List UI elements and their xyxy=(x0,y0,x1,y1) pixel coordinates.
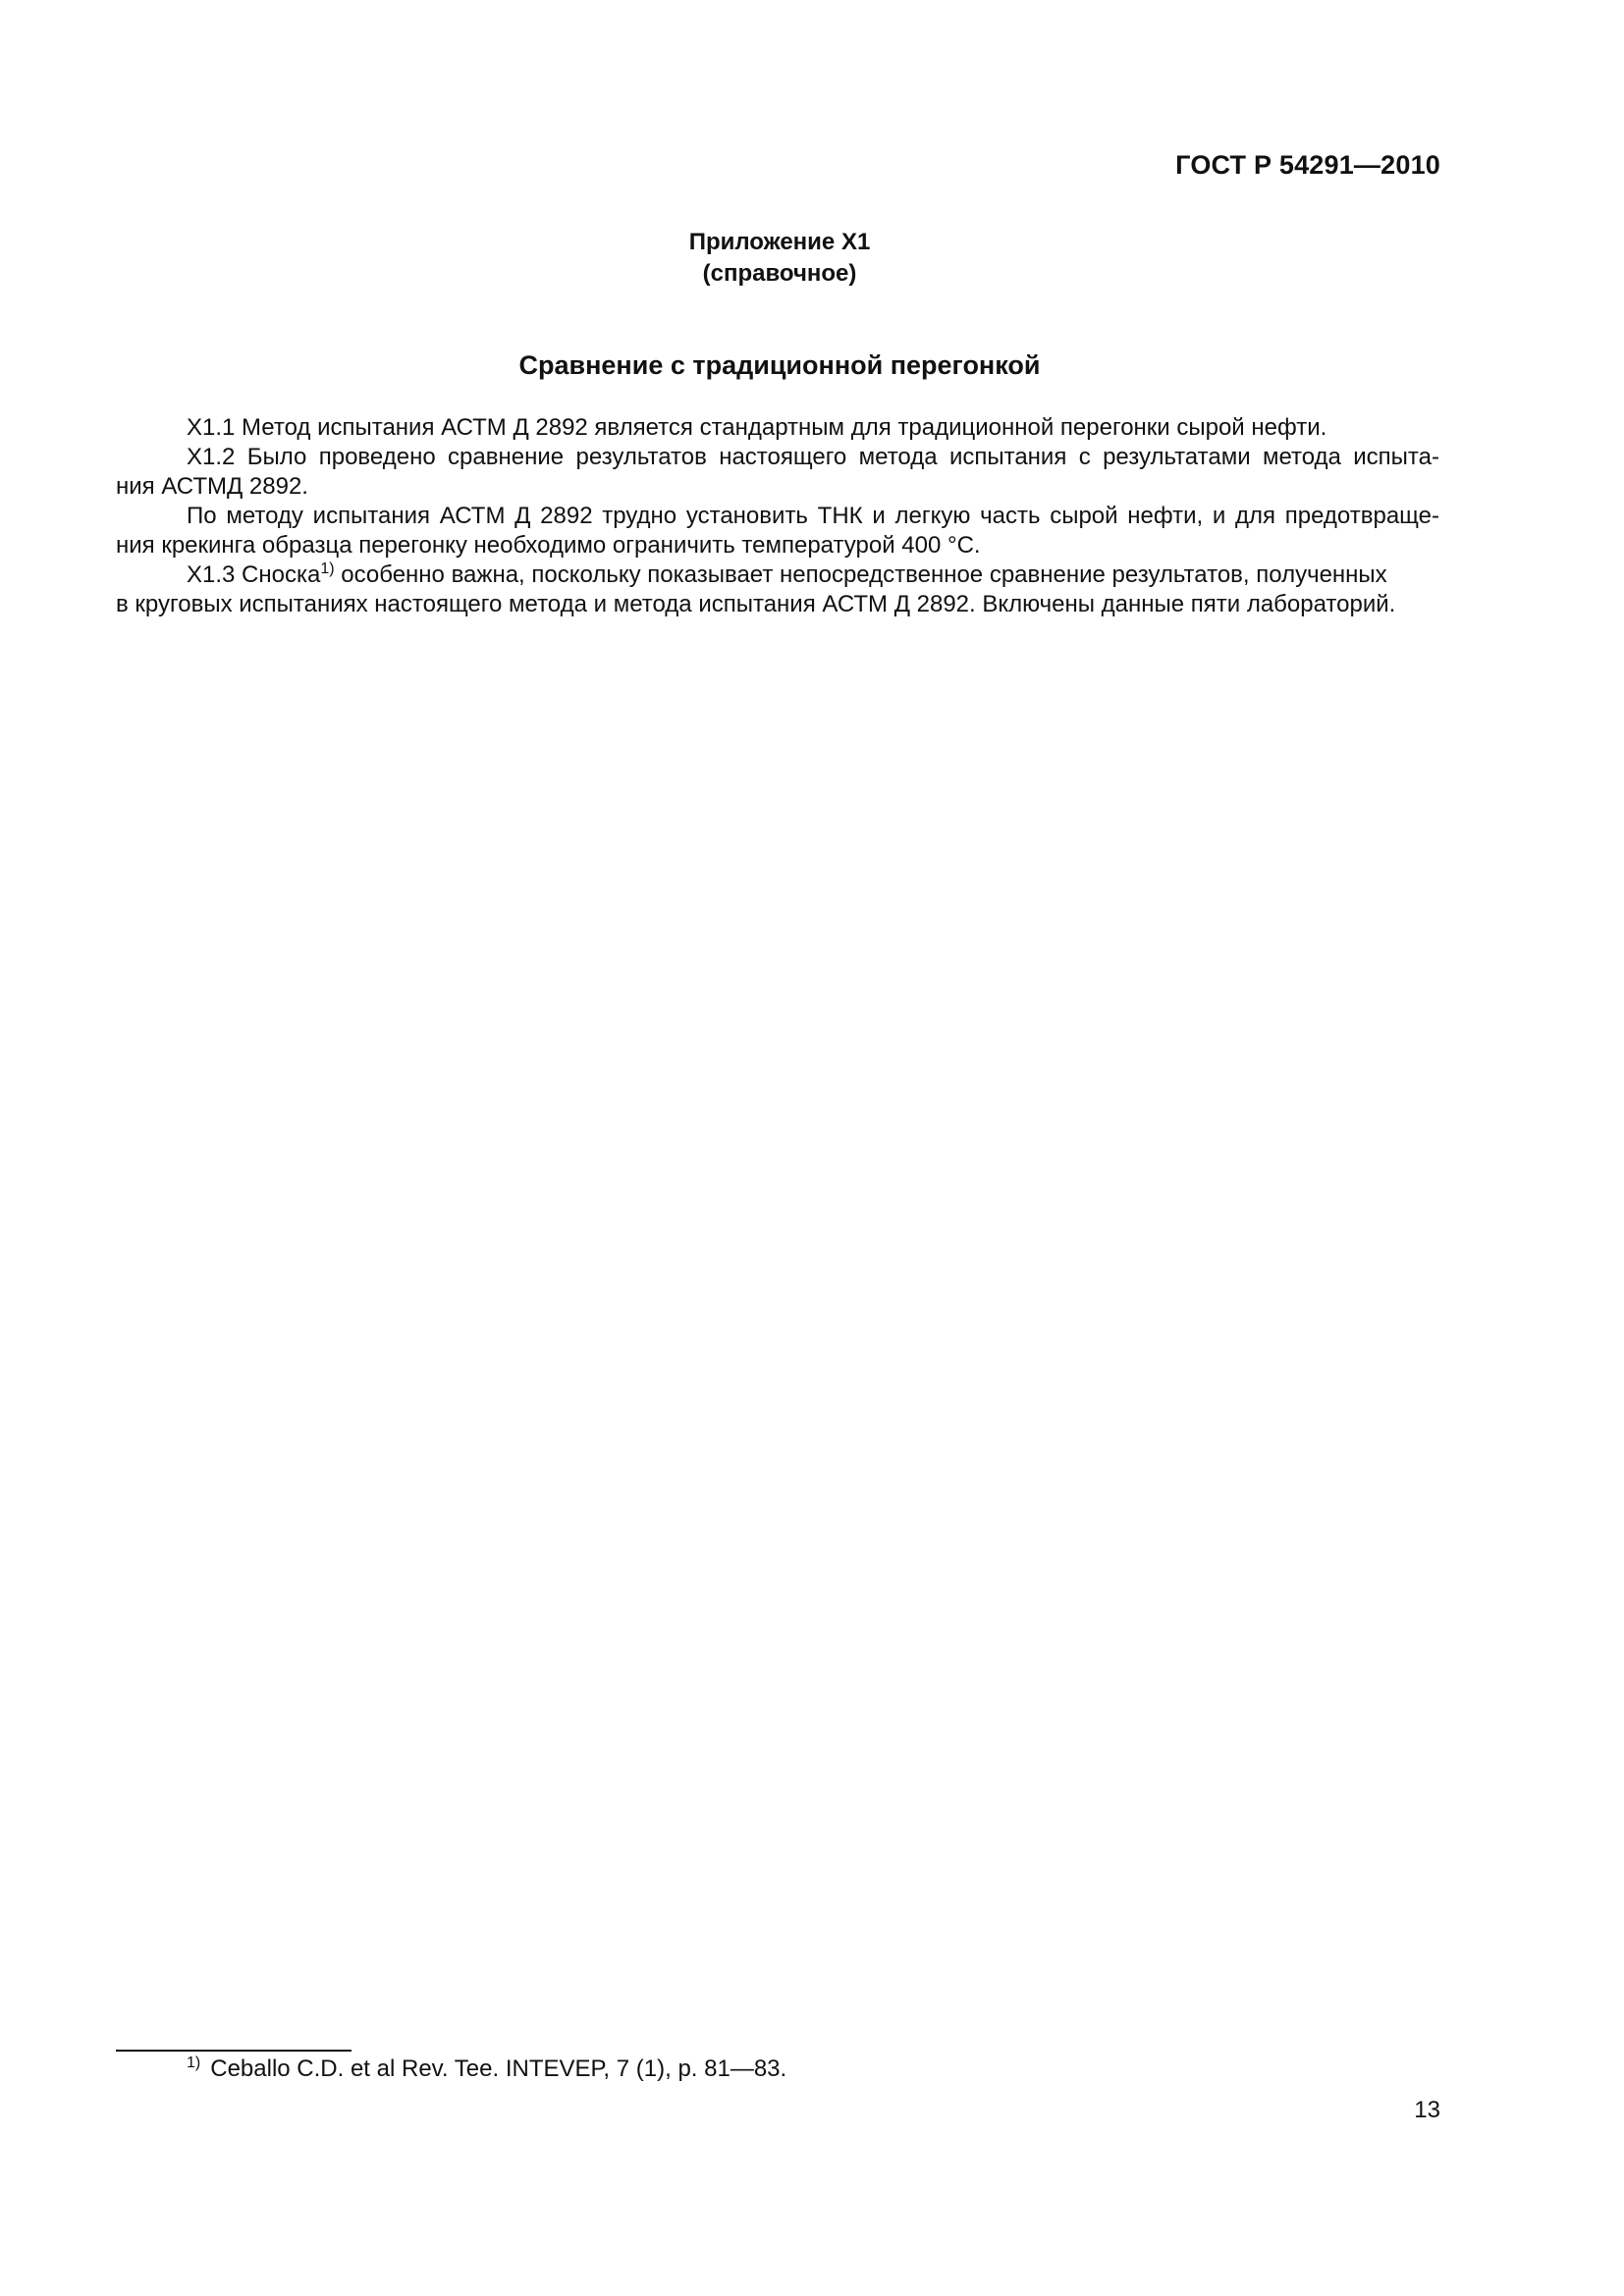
paragraph-line xyxy=(116,561,1439,590)
paragraph-line: Х1.2 Было проведено сравнение результатов настоящего метода испытания с результатами метода испыта- xyxy=(187,444,1439,470)
section-title: Сравнение с традиционной перегонкой xyxy=(518,350,1041,380)
paragraph-text: особенно важна, поскольку показывает непосредственное сравнение результатов, полученных xyxy=(334,561,1387,588)
footnote-reference[interactable]: 1) xyxy=(320,561,335,577)
footnote-marker: 1) xyxy=(187,2055,201,2071)
page-number: 13 xyxy=(1414,2097,1440,2123)
appendix-title: Приложение Х1 xyxy=(688,229,871,255)
paragraph-line: Х1.1 Метод испытания АСТМ Д 2892 является стандартным для традиционной перегонки сырой нефти. xyxy=(187,414,1327,441)
paragraph-line: По методу испытания АСТМ Д 2892 трудно установить ТНК и легкую часть сырой нефти, и для предотвраще- xyxy=(187,503,1439,529)
paragraph-x1-1 xyxy=(116,413,1439,443)
footnote xyxy=(187,2055,786,2084)
document-code: ГОСТ Р 54291—2010 xyxy=(1175,150,1440,180)
paragraph-tbp-note xyxy=(116,502,1439,561)
body-text xyxy=(116,413,1439,619)
paragraph-text: Х1.3 Сноска xyxy=(187,561,321,588)
paragraph-line: ния АСТМД 2892. xyxy=(116,473,308,500)
paragraph-x1-3 xyxy=(116,561,1439,619)
paragraph-line: ния крекинга образца перегонку необходимо ограничить температурой 400 °С. xyxy=(116,532,981,559)
footnote-separator xyxy=(116,2050,352,2052)
footnote-text: Ceballo C.D. et al Rev. Tee. INTEVEP, 7 (1), p. 81—83. xyxy=(210,2056,787,2082)
paragraph-line: в круговых испытаниях настоящего метода и метода испытания АСТМ Д 2892. Включены данные пяти лабораторий. xyxy=(116,591,1396,617)
appendix-status: (справочное) xyxy=(702,260,857,287)
appendix-heading xyxy=(0,227,1559,290)
paragraph-x1-2 xyxy=(116,443,1439,502)
